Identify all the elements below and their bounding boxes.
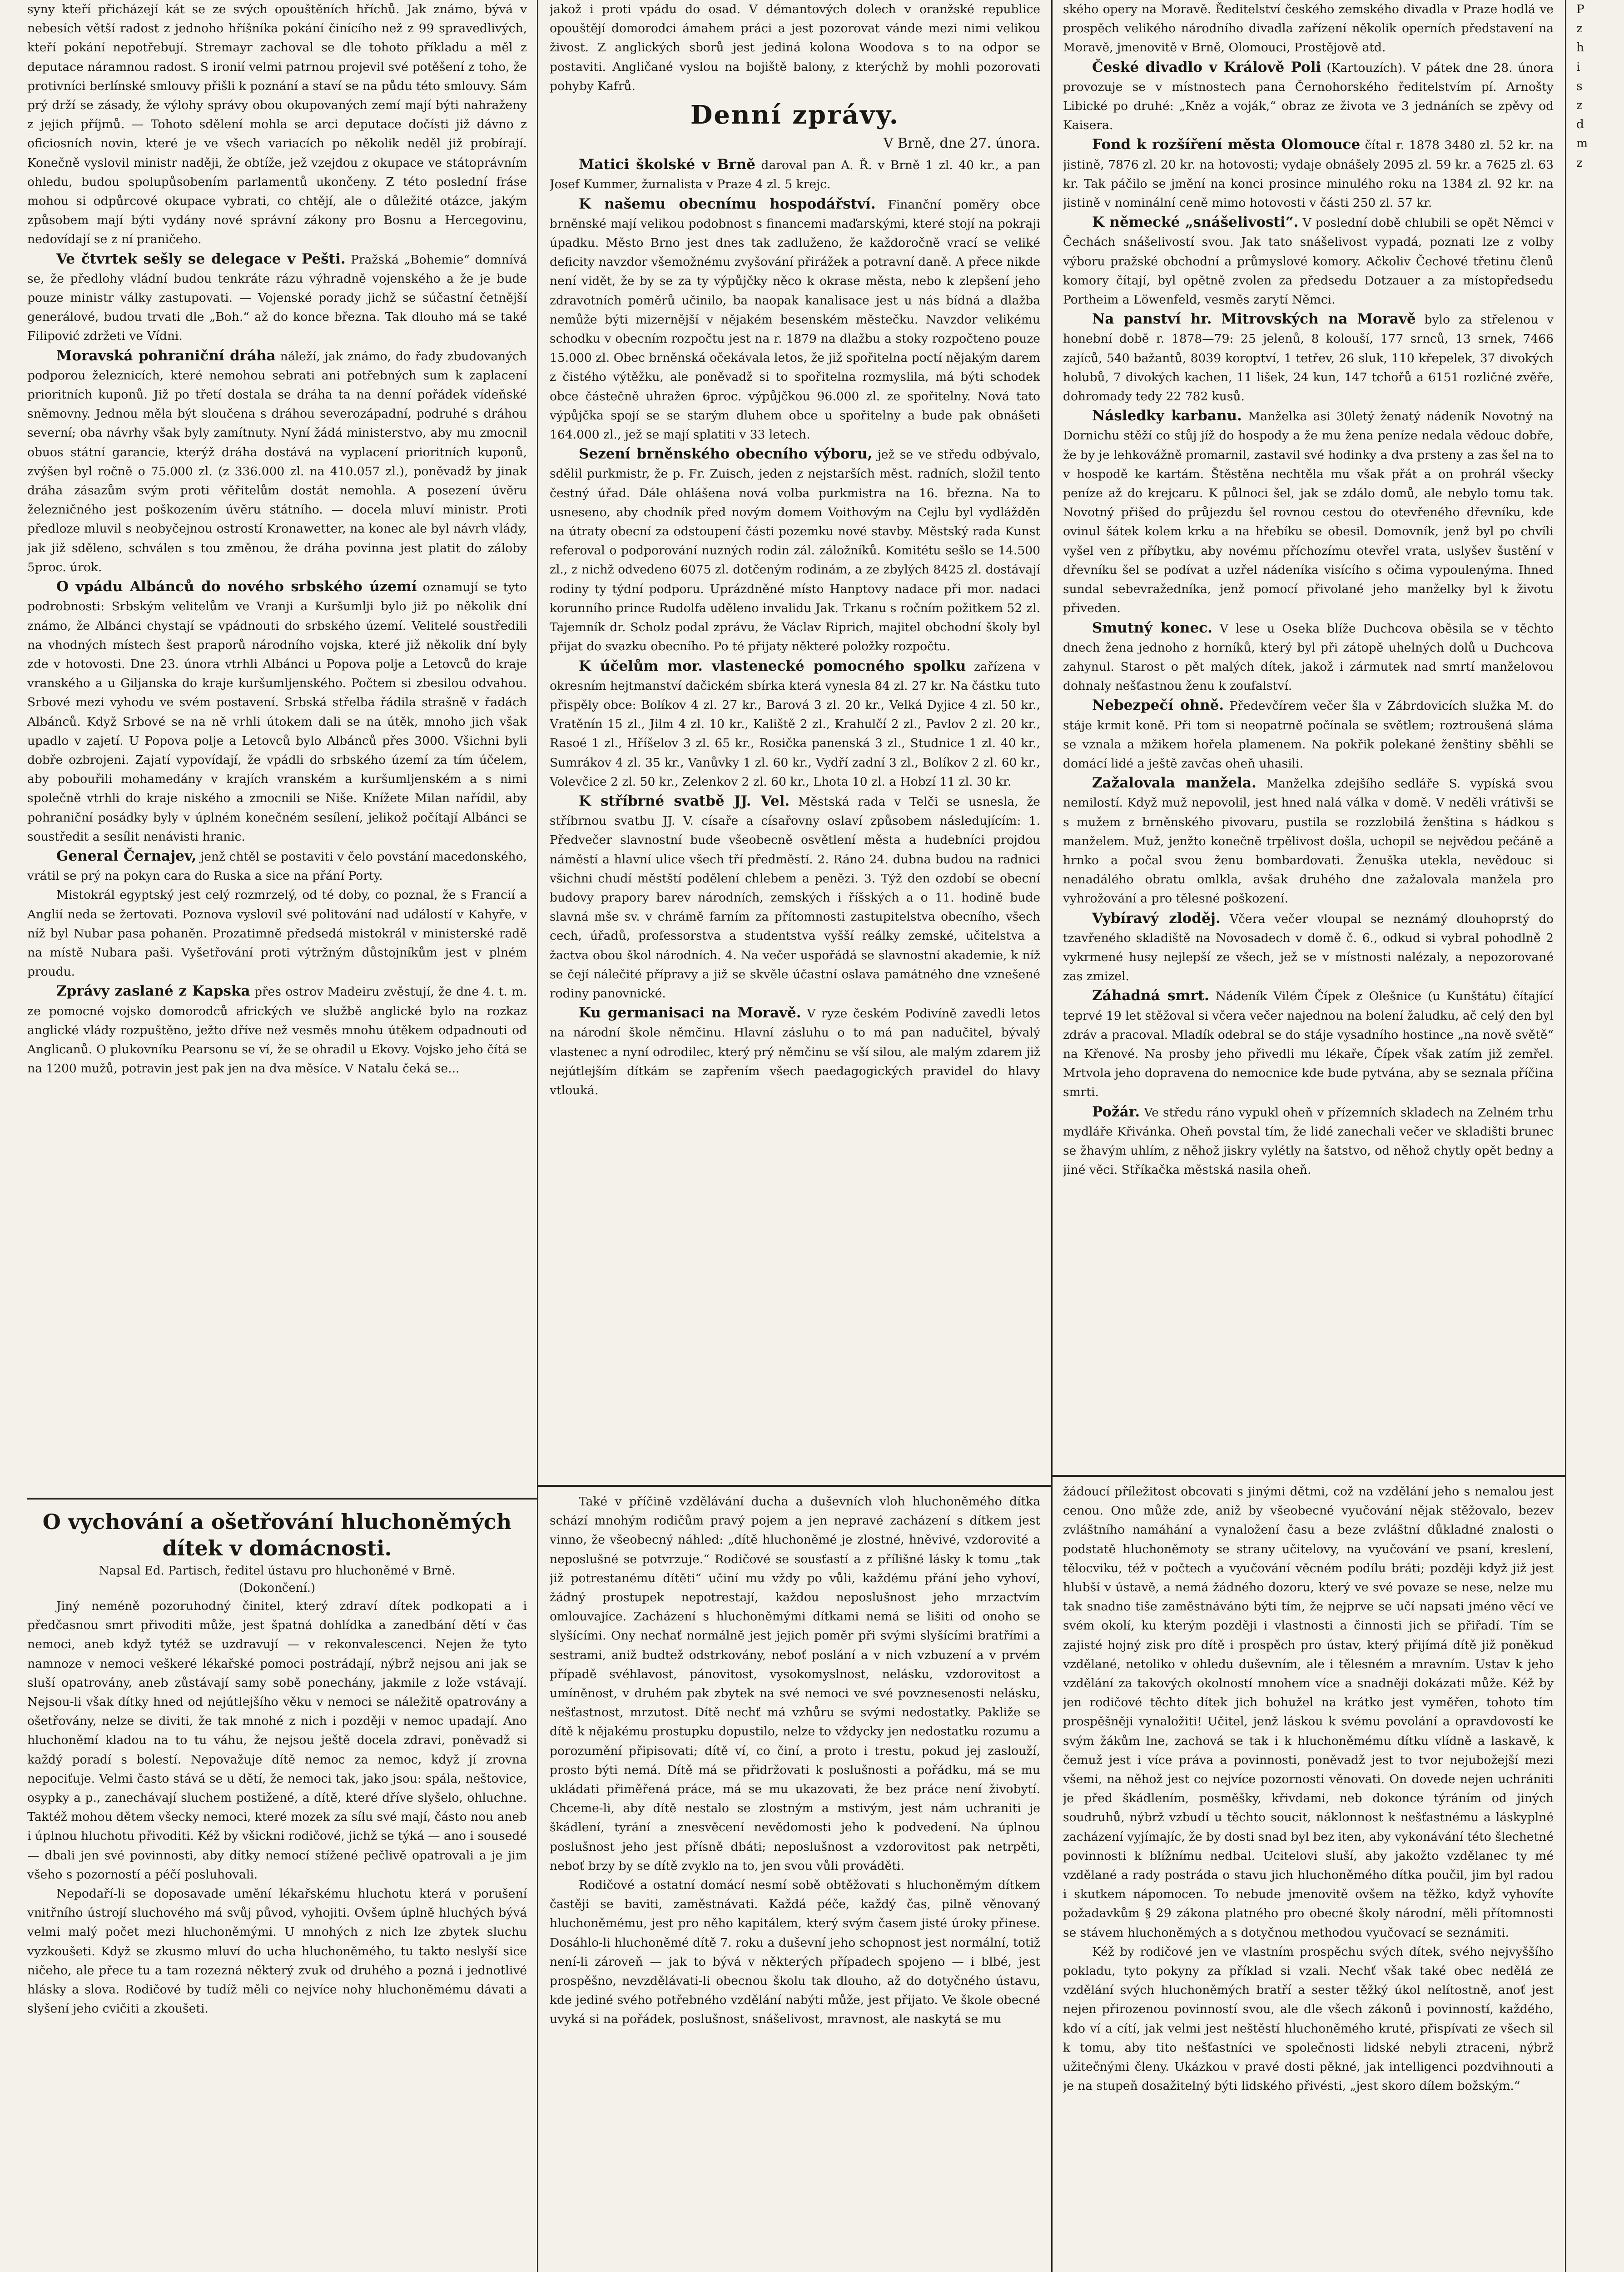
draha-text: náleží, jak známo, do řady zbudovaných podporou železnicích, které nemohou sebrati ani potřebných sum k zaplacení prioritních kuponů. Již po třetí dostala se dráha ta na denní pořádek vídeňské sněmovny. Jednou měla být sloučena s dráhou severozápadní, podruhé s dráhou severní; oba návrhy však byly zamítnuty. Nyní žádá ministerstvo, aby mu zmocnil obuos státní garancie, kterýž dráha dostává na vyplacení prioritních kuponů, zvýšen byl ročně o 75.000 zl. (z 336.000 zl. na 410.057 zl.), poněvadž by jinak dráha zásazům svým proti věřitelům dostát nemohla. A posezení úvěru železničného jest poškozením úvěru státního. — docela mluví ministr. Proti předloze mluvil s neobyčejnou ostrostí Kronawetter, na konec ale byl návrh vlády, jak již sděleno, schválen s tou změnou, že dráha povinna jest platit do záloby 5proc. úrok. — [27, 349, 527, 574]
zlodej-heading: Vybíravý zloděj. — [1092, 910, 1221, 927]
snaselivost-heading: K německé „snášelivosti“. — [1092, 214, 1299, 231]
delegace-text: Pražská „Bohemie“ domnívá se, že předlohy vládní budou tenkráte rázu výhradně vojenského a že je bude pouze ministr války zastupovati. — Vojenské porady jichž se súčastní četnější generálové, budou trvati dle „Boh.“ až do konce března. Tak dlouho má se také Filipović zdržeti ve Vídni. — [27, 252, 527, 344]
article-paragraph-2: Nepodaří-li se doposavade umění lékařskému hluchotu která v porušení vnitřního ústrojí sluchového má svůj původ, vyhojiti. Ovšem úplně hluchých bývá velmi malý počet mezi hluchoněmými. U mnohých z nich lze zbytek sluchu vyzkoušeti. Když se zkusmo mluví do ucha hluchoněmého, tu takto neslyší sice ničeho, ale přece tu a tam rozezná některý zvuk od druhého a pozná i jednotlivé hlásky a slova. Rodičové by tudíž měli co nejvíce nohy hluchoněmému dávati a slyšení jeho cvičiti a zkoušeti. — [27, 1887, 527, 2016]
article-rule-top-3 — [1051, 1475, 1565, 1477]
dateline: V Brně, dne 27. února. — [883, 135, 1040, 152]
fragment-line: z — [1576, 21, 1583, 36]
egypt-text: Mistokrál egyptský jest celý rozmrzelý, od té doby, co poznal, že s Francií a Anglií neda se žertovati. Poznova vyslovil své politování nad událostí v Kahyře, v níž byl Nubar pasa pohaněn. Prozatimně předsedá mistokrál v ministerské radě na místě Nubara paši. Vyšetřování proti výtržným důstojníkům jest v plném proudu. — [27, 888, 527, 979]
smrt-text: Nádeník Vilém Čípek z Olešnice (u Kunštátu) čítající teprvé 19 let stěžoval si včera večer najednou na bolení žaludku, ač celý den byl zdráv a pracoval. Mladík odebral se do stáje vysadního hostince „na nově světě“ na Křenové. Na prosby jeho přivedli mu lékaře, Čípek však zatím již zemřel. Mrtvola jeho dopravena do nemocnice kde bude pytvána, aby se seznala příčina smrti. — [1063, 989, 1554, 1100]
article-author: Napsal Ed. Partisch, ředitel ústavu pro hluchoněmé v Brně. — [99, 1564, 456, 1578]
fragment-line: i — [1576, 60, 1580, 74]
pozar-text: Ve středu ráno vypukl oheň v přízemních skladech na Zelném trhu mydláře Křivánka. Oheň povstal tím, že lidé zanechali večer ve skladišti brunec se žhavým uhlím, z něhož jiskry vylétly na šatstvo, od něhož chytly opět bedny a jiné věci. Stříkačka městská nasila oheň. — [1063, 1105, 1554, 1177]
fond-heading: Fond k rozšíření města Olomouce — [1092, 136, 1361, 153]
smrt-heading: Záhadná smrt. — [1092, 987, 1209, 1004]
pozar-heading: Požár. — [1092, 1103, 1140, 1120]
albanci-heading: O vpádu Albánců do nového srbského území — [56, 578, 417, 595]
kralove-pole-text: (Kartouzích). V pátek dne 28. února provozuje se v místnostech pana Černohorského ředitelstvím pí. Arnošty Libické po druhé: „Kněz a voják,“ obraz ze života ve 3 jednáních se zpěvy od Kaisera. — [1063, 60, 1554, 133]
svatba-text: Městská rada v Telči se usnesla, že stříbrnou svatbu JJ. V. císaře a císařovny oslaví způsobem následujícím: 1. Předvečer slavnostní bude všeobecně osvětlení města a hudebníci projdou náměstí a hlavní ulice všech tří předměstí. 2. Ráno 24. dubna budou na radnici všichni chudí městští podělení chlebem a penězi. 3. Týž den ozdobí se obecní budovy prapory barev národních, zemských i říšských a o 11. hodině bude slavná mše sv. v chrámě farním za přítomnosti zastupitelstva obecního, všech cech, úřadů, professorstva a studentstva vyšší reálky zemské, učitelstva a žactva obou škol národních. 4. Na večer uspořádá se slavnostní akademie, k níž se čejí nálečité přípravy a již se skvěle účastní oslava památného dne vznešené rodiny panovnické. — [550, 794, 1040, 1001]
column-3 — [1063, 0, 1554, 1468]
article-column-1 — [27, 1505, 527, 2272]
article-paragraph-6: Kéž by rodičové jen ve vlastním prospěchu svých dítek, svého nejvyššího pokladu, tyto pokyny za příklad si vzali. Nechť však také obec nedělá ze vzdělání svých hluchoněmých bratří a sester těžký úkol nelítostně, anoť jest nejen přirozenou povinností svou, ale dle všech zákonů i povinností, každého, kdo ví a cítí, jak velmi jest neštěstí hluchoněmého kruté, přispívati ze všech sil k tomu, aby tito nešťastníci ve společnosti lidské nebyli ztraceni, nýbrž užitečnými členy. Ukázkou v pravé dosti pěkné, jak intelligenci pozdvihnouti a je na stupeň dosažitelný býti lidského přivésti, „jest skoro dílem božským.“ — [1063, 1944, 1554, 2093]
fragment-line: z — [1576, 98, 1583, 113]
section-heading-denni-zpravy: Denní zprávy. — [690, 100, 900, 130]
matici-heading: Matici školské v Brně — [579, 156, 755, 173]
fragment-line: d — [1576, 117, 1584, 132]
nebezpeci-heading: Nebezpečí ohně. — [1092, 697, 1224, 714]
albanci-text: oznamují se tyto podrobnosti: Srbským velitelům ve Vranji a Kuršumlji bylo již po několik dní známo, že Albánci chystají se vpádnouti do srbského území. Velitelé soustředili na vhodných místech šest praporů národního vojska, které již několik dní byly zde v hotovosti. Dne 23. února vtrhli Albánci u Popova polje a Letovců do kraje vranského a u Giljanska do kraje kuršumljenského. Počtem si zbesilou odvahou. Srbové mezi vyhodu ve svém postavení. Srbská střelba řádila strašně v řadách Albánců. Když Srbové se na ně vrhli útokem dali se na útěk, mnoho jich však upadlo v zajetí. U Popova polje a Letovců bylo Albánců přes 3000. Všichni byli dobře ozbrojeni. Zajatí vypovídají, že vpádli do srbského území za tím účelem, aby pobouřili mohamedány v krajích vranském a kuršumljenském a s nimi společně vtrhli do kraje niského a zmocnili se Niše. Knížete Milan nařídil, aby pohraniční posádky byly v úplném konečném sesílení, jelikož počítají Albánci se soustředit a sesílit nenávisti hranic. — [27, 580, 527, 844]
fragment-line: z — [1576, 155, 1583, 170]
zlodej-text: Včera večer vloupal se neznámý dlouhoprstý do tzavřeného skladiště na Novosadech v domě č. 6., odkud si vybral pohodlně 2 vykrmené husy nejlepší ze všech, jež se v místnosti nalézaly, a nepozorované zas zmizel. — [1063, 912, 1554, 984]
cernajev-text: jenž chtěl se postaviti v čelo povstání macedonského, vrátil se prý na pokyn cara do Ruska a sice na přání Porty. — [27, 849, 527, 883]
column-rule-1 — [537, 0, 538, 2272]
nebezpeci-text: Předevčírem večer šla v Zábrdovicích služka M. do stáje krmit koně. Při tom si neopatrně počínala se světlem; roztroušená sláma se vznala a mžikem hořela plamenem. Na pokřik polekané ženštiny sběhli se domácí lidé a ještě zavčas oheň uhasili. — [1063, 699, 1554, 771]
column-1 — [27, 0, 527, 1490]
kapska-text: přes ostrov Madeiru zvěstují, že dne 4. t. m. ze pomocné vojsko domorodců afrických ve službě anglické bylo na rozkaz anglické vlády rozpuštěno, ježto dříve než vesměs mnohu útěkem odpadnouti od Anglicanů. O plukovníku Pearsonu se ví, že se ohradil u Ekovy. Vojsko jeho čítá se na 1200 mužů, potravin jest pak jen na dva měsíce. V Natalu čeká se... — [27, 985, 527, 1076]
sezeni-text: jež se ve středu odbývalo, sdělil purkmistr, že p. Fr. Zuisch, jeden z nejstarších měst. radních, složil tento čestný úřad. Dále ohlášena nová volba purkmistra na 16. března. Na to usneseno, aby chodník před novým domem Voithovým na Cejlu byl vydlážděn na útraty obecní za odstoupení části pozemku nové stavby. Městský rada Kunst referoval o podporování nuzných rodin zál. záložníků. Komitétu sešlo se 14.500 zl., z nichž odvedeno 6075 zl. dotčeným rodinám, a ze zbylých 8425 zl. dostávají rodiny ty týdní podporu. Uprázdněné místo Hanptovy nadace při mor. nadaci korunního prince Rudolfa uděleno invalidu Jak. Trkanu s ročním požitkem 52 zl. Tajemník dr. Scholz podal zprávu, že Václav Riprich, majitel obchodní školy byl přijat do svazku obecního. Po té přijaty některé položky rozpočtu. — [550, 448, 1040, 654]
spolek-text: zařízena v okresním hejtmanství dačickém sbírka která vynesla 84 zl. 27 kr. Na částku tuto přispěly obce: Bolíkov 4 zl. 27 kr., Barová 3 zl. 20 kr., Velká Dyjice 4 zl. 50 kr., Vratěnín 15 zl., Jilm 4 zl. 10 kr., Kaliště 2 zl., Krahulčí 2 zl., Pavlov 2 zl. 20 kr., Rasoé 1 zl., Hříšelov 3 zl. 65 kr., Rosička panenská 3 zl., Studnice 1 zl. 40 kr., Sumrákov 4 zl. 35 kr., Vanůvky 1 zl. 60 kr., Vydří zadní 3 zl., Bolíkov 2 zl. 60 kr., Volevčice 2 zl. 50 kr., Zelenkov 2 zl. 60 kr., Lhota 10 zl. a Hobzí 11 zl. 30 kr. — [550, 659, 1040, 789]
article-paragraph-1: Jiný neméně pozoruhodný činitel, který zdraví dítek podkopati a i předčasnou smrt přivoditi může, jest špatná dohlídka a zanedbání dětí v čas nemoci, aneb když tytéž se uzdravují — v rekonvalescenci. Nejen že tyto namnoze v nemoci veškeré lékařské pomoci postrádají, nýbrž nejsou ani jak se sluší opatrovány, aneb zůstávají samy sobě ponechány, jakmile z lože vstávají. Nejsou-li však dítky hned od nejútlejšího věku v nemoci se náležitě opatrovány a ošetřovány, nelze se diviti, že tak mnohé z nich i později v nemoc upadají. Ano hluchoněmí kladou na to tu váhu, že nejsou ještě docela zdravi, poněvadž si každý poradí s bolestí. Nepovažuje dítě nemoc za nemoc, když jí zrovna nepociťuje. Velmi často stává se u dětí, že nemoci tak, jako jsou: spála, neštovice, osypky a p., zanechávají sluchem postižené, a dítě, které dříve slyšelo, ohluchne. Taktéž mohou dětem všecky nemoci, které mozek za sílu své mají, částo nou aneb i úplnou hluchotu přivoditi. Kéž by všickni rodičové, jichž se týká — ano i sousedé — dbali jen své povinnosti, aby dítky nemocí stížené pečlivě opatrovali a je jim všeho s pozorností a péčí posluhovali. — [27, 1599, 527, 1882]
column-4-fragment — [1576, 0, 1599, 2272]
kafr-text: jakož i proti vpádu do osad. V démantových dolech v oranžské republice opouštějí domorodci ámahem práci a jest pozorovat vánde mezi nimi velikou živost. Z anglických sborů jest jediná kolona Woodova s to na odpor se postaviti. Angličané vyslou na bojiště balony, z kterýchž by mohli pozorovati pohyby Kafrů. — [550, 2, 1040, 93]
karban-heading: Následky karbanu. — [1092, 408, 1242, 424]
newspaper-page — [27, 0, 1599, 2272]
zazalovala-text: Manželka zdejšího sedláře S. vypíská svou nemilostí. Když muž nepovolil, jest hned nalá válka v domě. V neděli vrátivši se s mužem z brněnského pivovaru, pustila se rozzlobilá ženština s hádkou s manželem. Muž, jenžto konečně trpělivost došla, uchopil se nejvědou pečáně a hrnko a počal svou ženu bombardovati. Ženuška utekla, nevědouc si nenadálého obratu omlkla, avšak druhého dne zažalovala manžela pro vyhrožování a pro tělesné poškození. — [1063, 777, 1554, 906]
fragment-line: s — [1576, 79, 1583, 93]
fragment-line: m — [1576, 136, 1588, 151]
fond-text: čítal r. 1878 3480 zl. 52 kr. na jistině, 7876 zl. 20 kr. na hotovosti; vydaje obnášely 2095 zl. 59 kr. a 7625 zl. 63 kr. Tak páčilo se jmění na konci prosince minulého roku na 1384 zl. 92 kr. na jistině v nominální ceně mimo hotovosti v části 250 zl. 57 kr. — [1063, 138, 1554, 210]
cernajev-heading: General Černajev, — [56, 847, 197, 864]
column-rule-2 — [1051, 0, 1053, 2272]
bosnia-deputation-text: syny kteří přicházejí kát se ze svých opouštěních hříchů. Jak známo, bývá v nebesích větší radost z jednoho hříšníka pokání činícího než z 99 spravedlivých, kteří pokání nepotřebují. Stremayr zachoval se dle tohoto příkladu a měl z deputace náramnou radost. S ironií velmi patrnou projevil své potěšení z toho, že protivníci berlínské smlouvy přišli k poznání a staví se na půdu této smlouvy. Sám prý drží se zásady, že výlohy správy obou okupovaných zemí mají býti nahraženy z jejich příjmů. — Tohoto sdělení mohla se arci deputace dočísti již dávno z oficiosních novin, které je ve všech variacích po několik neděl již probírají. Konečně vyslovil ministr naději, že obtíže, jež vzejdou z okupace ve státoprávním ohledu, budou spolupůsobením parlamentů ukončeny. Z této poslední fráse mohou si odpůrcové okupace vybrati, co chtějí, ale o důležité otázce, jakým způsobem mají býti vydány nové správní zákony pro Bosnu a Hercegovinu, nedovídají se z ní praničeho. — [27, 2, 527, 247]
smutny-konec-text: V lese u Oseka blíže Duchcova oběsila se v těchto dnech žena jednoho z horníků, který byl při zátopě uhelných dolů u Duchcova zahynul. Starost o pět malých dítek, jakož i zármutek nad smrtí manželovou dohnaly nešťastnou ženu k zoufalství. — [1063, 621, 1554, 693]
article-paragraph-5: žádoucí příležitost obcovati s jinými dětmi, což na vzdělání jeho s nemalou jest cenou. Ono může zde, aniž by všeobecné vyučování nějak stěžovalo, bezev zvláštního namáhání a vynaložení času a beze zvláštní důkladné znalosti o podstatě hluchoněmoty se strany učitelovy, na vyučování ve psaní, kreslení, tělocviku, též v počtech a vyučování věcném podílu bráti; později když již jest hlubší v ústavě, a nemá žádného dozoru, který ve své povaze se nese, nelze mu tak snadno tiše zaměstnáváno býti tím, že nejprve se učí napsati jméno věcí ve svém okolí, ku kterým později i vlastnosti a činnosti jich se přiřadí. Tím se zajisté hojný zisk pro dítě i prospěch pro ústav, který přijímá dítě již poněkud vzdělané, netoliko v ohledu duševním, ale i tělesném a mravním. Ustav k jeho vzdělání za takových okolností mnohem více a snadněji dokázati může. Kéž by jen rodičové těchto dítek jich bohužel na krátko jest vyměřen, tohoto tím prospěšněji vynaložiti! Učitel, jenž láskou k svému povolání a opravdovostí ke svým žákům lne, zachová se tak i k hluchoněmému dítku vlídně a laskavě, k čemuž jest i více práva a povinnosti, poněvadž jest to tvor nejubožejší mezi všemi, na něhož jest co nejvíce pozornosti věnovati. On dovede nejen uchrániti je před škádlením, posměšky, křivdami, neb dokonce týráním od jiných soudruhů, nýbrž vzbudí u těchto soucit, náklonnost k nešťastnému a láskyplné zacházení vyjímajíc, že by dosti snad byl bez iten, aby vykonávání této šlechetné povinnosti k blížnímu nedbal. Ucitelovi sluší, aby jakožto vzdělanec ty mé vzdělané a rady postráda o stavu jich hluchoněmého dítka poučil, jim byl radou i skutkem nápomocen. To nebude jmenovitě ovšem na těžko, když vyhovíte požadavkům § 29 zákona platného pro obecné školy národní, měli přítomnosti se stávem hluchoněmých a s dotyčnou methodou vyučovací se seznámiti. — [1063, 1485, 1554, 1940]
fragment-line: h — [1576, 40, 1584, 55]
article-paragraph-4: Rodičové a ostatní domácí nesmí sobě obtěžovati s hluchoněmým dítkem častěji se baviti, zaměstnávati. Každá péče, každý čas, pilně věnovaný hluchoněmému, jest pro něho kapitálem, který svým časem jisté úroky přinese. Dosáhlo-li hluchoněmé dítě 7. roku a duševní jeho schopnost jest normální, totiž není-li zároveň — jak to bývá v některých případech spojeno — i blbé, jest prospěšno, nevzdělávati-li obecnou školu tak dlouho, až do dotyčného ústavu, kde jediné svého potřebného vzdělání nabýti může, jest přijato. Ve škole obecné uvyká si na pořádek, poslušnost, snášelivost, mravnost, ale naskytá se mu — [550, 1878, 1040, 2027]
spolek-heading: K účelům mor. vlastenecké pomocného spolku — [579, 658, 966, 674]
germanisace-text: V ryze českém Podivíně zavedli letos na národní škole němčinu. Hlavní zásluhu o to má pan nadučitel, bývalý vlastenec a nyní odrodilec, který prý němčinu se vší silou, ale malým zdarem již nejútlejším dítkám se zapřením všech paedagogických pravidel do hlavy vtlouká. — [550, 1006, 1040, 1097]
hospodarstvi-heading: K našemu obecnímu hospodářství. — [579, 195, 876, 212]
panstvi-text: bylo za střelenou v honební době r. 1878—79: 25 jelenů, 8 kolouší, 177 srnců, 13 srnek, 7466 zajíců, 540 bažantů, 8039 koroptví, 1 tetřev, 26 sluk, 110 křepelek, 37 divokých holubů, 7 divokých kachen, 11 lišek, 24 kun, 147 tchořů a 6151 rozličné zvěře, dohromady tedy 22 782 kusů. — [1063, 313, 1554, 404]
article-column-2 — [550, 1492, 1040, 2272]
karban-text: Manželka asi 30letý ženatý nádeník Novotný na Dornichu stěží co stůj jíž do hospody a že mu žena peníze nedala vědouc dobře, že by je lehkovážně promarnil, zastavil své hodinky a dva prsteny a zas šel na to v hospodě ke kartám. Štěstěna nechtěla mu však přát a on prohrál všecky peníze až do krejcaru. K půlnoci šel, jak se zdálo domů, ale nebylo tomu tak. Novotný přišed do průjezdu šel rovnou cestou do otevřeného dřevníku, kde ovinul šátek kolem krku a na hřebíku se obesil. Domovník, jenž byl po chvíli vyšel ven z příbytku, aby novému příchozímu otevřel vrata, uslyšev šustění v dřevníku šel se podívat a uzřel nádeníka visícího s očima vypoulenýma. Ihned sundal sebevražedníka, jenž pomocí přivolané jeho manželky byl k životu přiveden. — [1063, 409, 1554, 616]
sezeni-heading: Sezení brněnského obecního výboru, — [579, 446, 873, 463]
germanisace-heading: Ku germanisaci na Moravě. — [579, 1005, 801, 1021]
opera-text: ského opery na Moravě. Ředitelství českého zemského divadla v Praze hodlá ve prospěch velikého národního divadla zařízení několik operních představení na Moravě, jmenovitě v Brně, Olomouci, Prostějově atd. — [1063, 2, 1554, 55]
matici-text: daroval pan A. Ř. v Brně 1 zl. 40 kr., a pan Josef Kummer, žurnalista v Praze 4 zl. 5 krejc. — [550, 158, 1040, 192]
article-rule-top — [27, 1498, 537, 1500]
fragment-line: P — [1576, 2, 1584, 16]
article-title: O vychování a ošetřování hluchoněmých dítek v domácnosti. — [42, 1510, 512, 1560]
article-rule-top-2 — [537, 1485, 1051, 1487]
panstvi-heading: Na panství hr. Mitrovských na Moravě — [1092, 311, 1416, 328]
column-2 — [550, 0, 1040, 1477]
delegace-heading: Ve čtvrtek sešly se delegace v Pešti. — [56, 250, 346, 267]
zazalovala-heading: Zažalovala manžela. — [1092, 775, 1256, 792]
svatba-heading: K stříbrné svatbě JJ. Vel. — [579, 792, 790, 809]
snaselivost-text: V poslední době chlubili se opět Němci v Čechách snášelivostí svou. Jak tato snášelivost vypadá, poznati lze z volby výboru pražské obchodní a průmyslové komory. Ačkoliv Čechové třetinu členů komory čítají, byl opětně zvolen za předsedu Dotzauer a za místopředsedu Portheim a Löwenfeld, vesměs zarytí Němci. — [1063, 216, 1554, 307]
article-paragraph-3: Také v příčině vzdělávání ducha a duševních vloh hluchoněmého dítka schází mnohým rodičům pravý pojem a jen nepravé zacházení s dítkem jest vinno, že všeobecný náhled: „dítě hluchoněmé je zlostné, hněvivé, vzdorovité a neposlušné se potvrzuje.“ Rodičové se sousťastí a z přílišné lásky k tomu „tak již potrestanému dítěti“ učiní mu vždy po vůli, každému přání jeho vyhoví, žádný prostupek nepotrestají, každou neposlušnost jeho mrzactvím omlouvajíce. Zacházení s hluchoněmými dítkami nemá se lišiti od onoho se slyšícími. Ony nechať normálně jest jejich poměr při svými slyšícími bratřími a sestrami, aniž budtež odstrkovány, neboť poslání a v nich vzbuzení a v prvém případě svéhlavost, pánovitost, vysokomyslnost, nelásku, vzdorovitost a umíněnost, v druhém pak zbytek na své nemoci ve své povznesenosti nelásku, nešťastnost, mrzutost. Dítě nechť má vzhůru se svými nedostatky. Pakliže se dítě k nějakému prostupku dopustilo, nelze to vždycky jen nedostatku rozumu a porozumění připisovati; dítě ví, co činí, a proto i trestu, pokud jej zaslouží, prosto býti nemá. Dítě má se přidržovati k poslušnosti a pořádku, má se mu ukládati přiměřená práce, má se mu ukazovati, že bez práce není živobytí. Chceme-li, aby dítě nestalo se zlostným a mstivým, jest nám uchraniti je škádlení, tyrání a znesvěcení nevědomosti jeho k podvedení. Na úplnou poslušnost jeho jest přísně dbáti; neposlušnost a vzdorovitost pak netrpěti, neboť brzy by se dítě zvyklo na to, jen svou vůli prováděti. — [550, 1495, 1040, 1873]
article-column-3 — [1063, 1482, 1554, 2272]
column-rule-3 — [1565, 0, 1566, 2272]
kapska-heading: Zprávy zaslané z Kapska — [56, 983, 250, 1000]
draha-heading: Moravská pohraniční dráha — [56, 347, 276, 364]
article-continued: (Dokončení.) — [238, 1581, 316, 1595]
smutny-konec-heading: Smutný konec. — [1092, 619, 1212, 636]
kralove-pole-heading: České divadlo v Králově Poli — [1092, 59, 1321, 75]
hospodarstvi-text: Finanční poměry obce brněnské mají velikou podobnost s financemi maďarskými, které stojí na pokraji úpadku. Město Brno jest dnes tak zadluženo, že každoročně vrací se veliké deficity navzdor všemožnému zvyšování přirážek a potravní daně. A přece nikde není vidět, že by se za ty výpůjčky něco k okrase města, nebo k zlepšení jeho zdravotních poměrů učinilo, ba naopak kanalisace jest u nás bídná a dlažba nemůže býti mizernější v nějakém besenském městečku. Navzdor velikému schodku v obecním rozpočtu jest na r. 1879 na dlažbu a stoky rozpočteno pouze 15.000 zl. Obec brněnská očekávala letos, že již spořitelna poctí nějakým darem z čistého výtěžku, ale poněvadž si to spořitelna rozmyslila, má býti schodek obce částečně uhražen 6proc. výpůjčkou 96.000 zl. ze spořitelny. Nová tato výpůjčka spojí se se starým dluhem obce u spořitelny a bude pak obnášeti 164.000 zl., jež se mají splatiti v 33 letech. — [550, 197, 1040, 442]
